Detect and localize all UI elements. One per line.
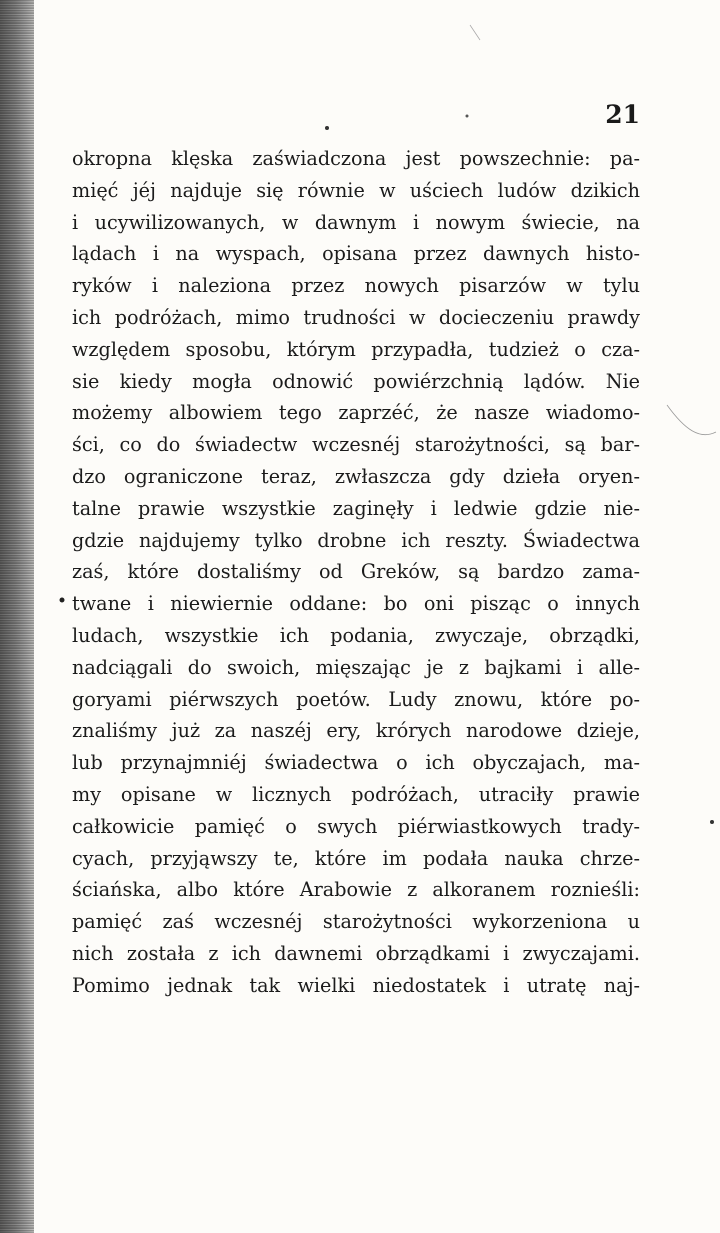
text-line: i ucywilizowanych, w dawnym i nowym świecie, na bbox=[72, 210, 640, 234]
text-line: względem sposobu, którym przypadła, tudzież o cza- bbox=[72, 337, 640, 361]
text-line: nadciągali do swoich, mięszając je z bajkami i alle- bbox=[72, 655, 640, 679]
book-binding-edge bbox=[0, 0, 34, 1233]
text-line: gdzie najdujemy tylko drobne ich reszty. Świadectwa bbox=[72, 528, 640, 552]
text-line: ści, co do świadectw wczesnéj starożytności, są bar- bbox=[72, 433, 640, 457]
text-line: mięć jéj najduje się równie w uściech ludów dzikich bbox=[72, 178, 640, 202]
text-line: całkowicie pamięć o swych piérwiastkowych trady- bbox=[72, 814, 640, 838]
text-line: możemy albowiem tego zaprzéć, że nasze wiadomo- bbox=[72, 401, 640, 425]
text-line: my opisane w licznych podróżach, utraciły prawie bbox=[72, 782, 640, 806]
text-line: okropna klęska zaświadczona jest powszechnie: pa- bbox=[72, 147, 640, 170]
text-line: lub przynajmniéj świadectwa o ich obyczajach, ma- bbox=[72, 751, 640, 775]
body-text bbox=[72, 143, 640, 1002]
text-line: znaliśmy już za naszéj ery, krórych narodowe dzieje, bbox=[72, 719, 640, 743]
text-line: ich podróżach, mimo trudności w docieczeniu prawdy bbox=[72, 305, 640, 329]
text-line: Pomimo jednak tak wielki niedostatek i utratę naj- bbox=[72, 973, 640, 997]
text-line: nich została z ich dawnemi obrządkami i zwyczajami. bbox=[72, 941, 640, 965]
text-line: pamięć zaś wczesnéj starożytności wykorzeniona u bbox=[72, 910, 640, 934]
text-line: lądach i na wyspach, opisana przez dawnych histo- bbox=[72, 242, 640, 266]
text-line: sie kiedy mogła odnowić powiérzchnią lądów. Nie bbox=[72, 369, 640, 393]
text-line: goryami piérwszych poetów. Ludy znowu, które po- bbox=[72, 687, 640, 711]
page-number: 21 bbox=[605, 100, 640, 129]
text-line: ludach, wszystkie ich podania, zwyczaje, obrządki, bbox=[72, 623, 640, 647]
text-line: talne prawie wszystkie zaginęły i ledwie gdzie nie- bbox=[72, 496, 640, 520]
text-line: dzo ograniczone teraz, zwłaszcza gdy dzieła oryen- bbox=[72, 464, 640, 488]
text-line: zaś, które dostaliśmy od Greków, są bardzo zama- bbox=[72, 560, 640, 584]
text-line: cyach, przyjąwszy te, które im podała nauka chrze- bbox=[72, 846, 640, 870]
text-line: ściańska, albo które Arabowie z alkoranem roznieśli: bbox=[72, 878, 640, 902]
text-line: twane i niewiernie oddane: bo oni pisząc o innych bbox=[72, 592, 640, 616]
text-line: ryków i naleziona przez nowych pisarzów w tylu bbox=[72, 274, 640, 298]
